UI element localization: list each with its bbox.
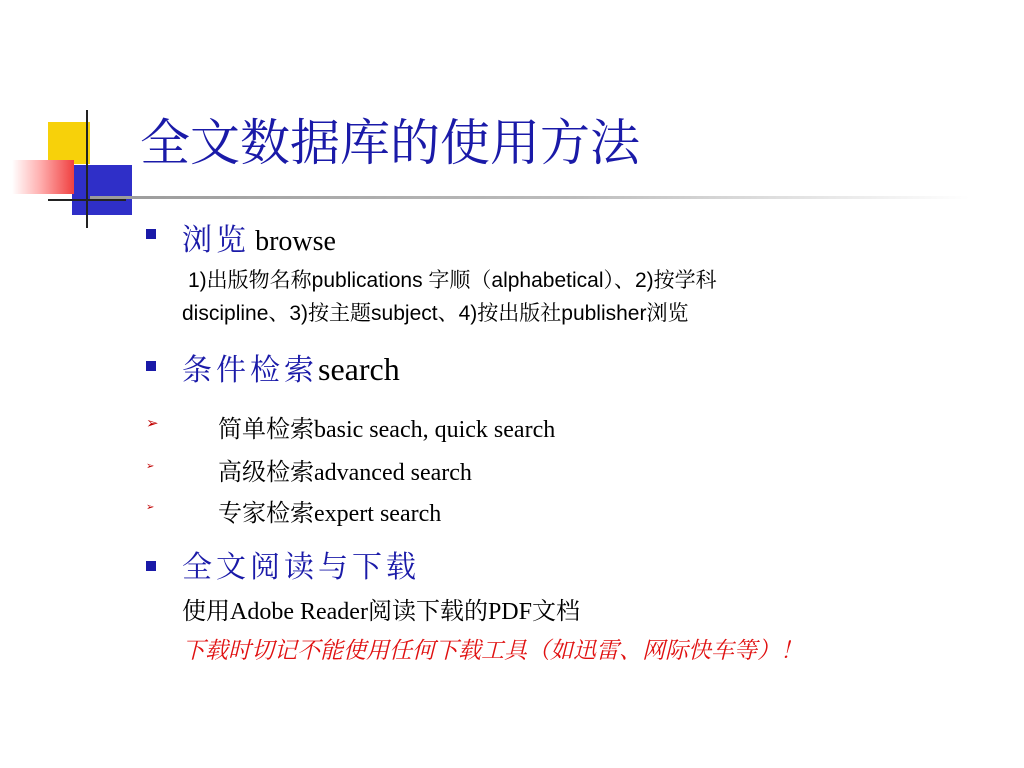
search-heading [182, 345, 400, 389]
title-underline [90, 196, 970, 199]
read-line-1: 使用Adobe Reader阅读下载的PDF文档 [182, 599, 580, 625]
arrow-bullet-icon: ➢ [146, 414, 159, 432]
search-heading-en: search [318, 351, 400, 387]
search-item-expert: 专家检索expert search [218, 501, 442, 527]
vertical-line-decoration [86, 110, 88, 228]
square-bullet-icon [146, 361, 156, 371]
browse-line-1: 1)出版物名称publications 字顺（alphabetical）、2)按学科 [188, 269, 717, 292]
download-warning: 下载时切记不能使用任何下载工具（如迅雷、网际快车等）！ [182, 638, 803, 664]
square-bullet-icon [146, 229, 156, 239]
slide-title: 全文数据库的使用方法 [140, 114, 640, 172]
browse-line-2: discipline、3)按主题subject、4)按出版社publisher浏览 [182, 302, 689, 325]
blue-square-decoration [72, 165, 132, 215]
search-item-basic: 简单检索basic seach, quick search [218, 417, 556, 443]
red-gradient-decoration [12, 160, 74, 194]
browse-heading-en: browse [255, 226, 336, 257]
search-heading-cn: 条件检索 [182, 353, 318, 388]
browse-heading [182, 215, 336, 259]
arrow-bullet-icon: ➢ [146, 502, 155, 513]
read-download-heading: 全文阅读与下载 [182, 550, 420, 585]
yellow-square-decoration [48, 122, 90, 164]
search-item-advanced: 高级检索advanced search [218, 460, 472, 486]
horizontal-line-decoration [48, 199, 126, 201]
square-bullet-icon [146, 561, 156, 571]
browse-heading-cn: 浏览 [182, 223, 250, 258]
arrow-bullet-icon: ➢ [146, 461, 155, 472]
